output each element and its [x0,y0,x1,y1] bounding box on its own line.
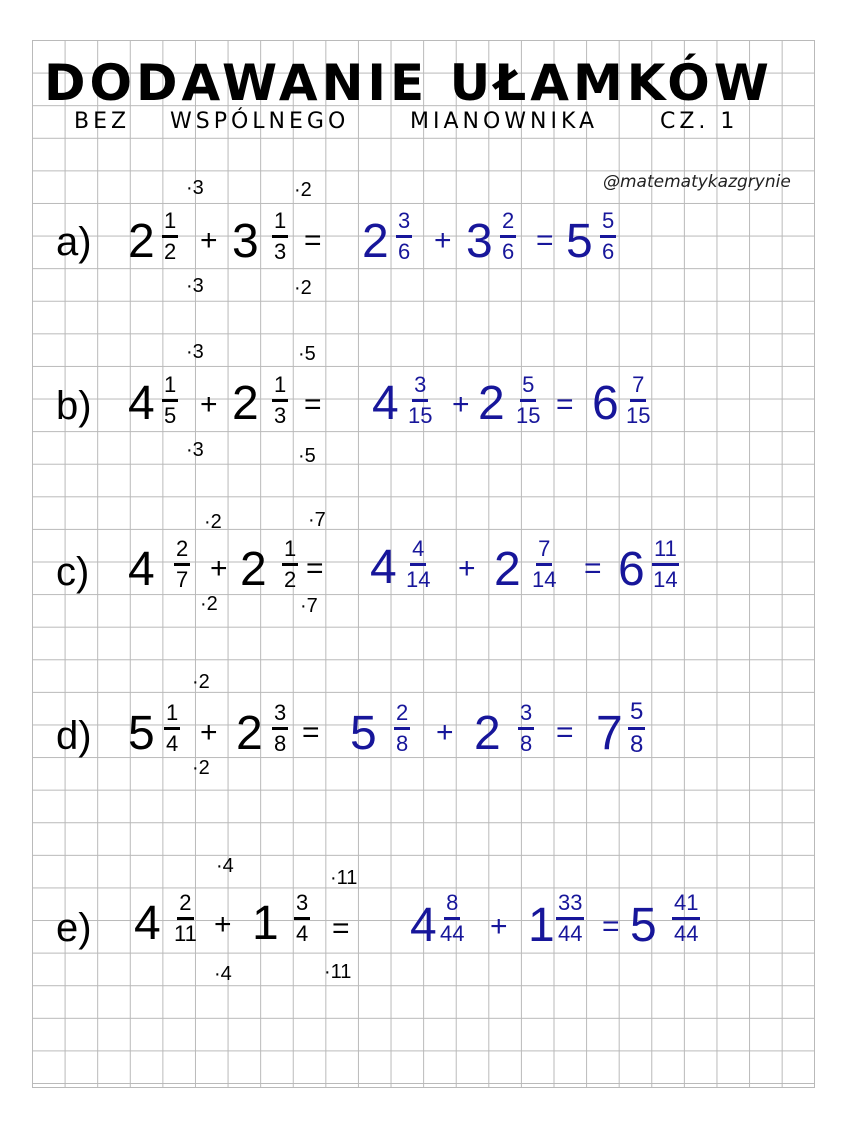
denominator: 7 [176,567,189,592]
whole-number: 2 [240,543,267,596]
denominator: 5 [164,403,177,428]
numerator: 11 [652,538,679,566]
solution-whole-number: 5 [350,707,377,760]
numerator: 5 [600,210,616,238]
solution-fraction [556,892,584,945]
denominator: 14 [653,567,678,592]
denominator: 8 [274,731,287,756]
denominator: 11 [174,921,197,946]
numerator: 5 [628,700,645,730]
subtitle-wspolnego: WSPÓLNEGO [170,109,350,134]
denominator: 3 [274,239,287,264]
numerator: 4 [410,538,426,566]
numerator: 7 [630,374,646,402]
problem-label: a) [56,220,92,264]
numerator: 3 [294,892,310,920]
denominator: 8 [520,731,533,756]
fraction [164,702,180,755]
solution-whole-number: 4 [372,377,399,430]
solution-fraction [408,374,432,427]
result-fraction [672,892,700,945]
solution-whole-number: 2 [362,215,389,268]
plus-sign: + [200,716,218,749]
problem-label: e) [56,906,92,950]
whole-number: 3 [232,215,259,268]
denominator: 14 [532,567,557,592]
multiplier-top: ·2 [294,179,312,201]
solution-fraction [396,210,412,263]
whole-number: 4 [128,543,155,596]
solution-whole-number: 1 [528,899,555,952]
multiplier-bottom: ·3 [186,439,204,461]
numerator: 5 [520,374,536,402]
solution-whole-number: 2 [474,707,501,760]
plus-sign: + [200,224,218,257]
whole-number: 5 [128,707,155,760]
plus-sign: + [452,388,470,421]
plus-sign: + [434,224,452,257]
multiplier-top: ·11 [330,867,358,889]
solution-whole-number: 3 [466,215,493,268]
numerator: 1 [164,702,180,730]
multiplier-top: ·5 [298,343,316,365]
solution-fraction [440,892,464,945]
solution-whole-number: 4 [410,899,437,952]
whole-number: 4 [128,377,155,430]
problem-label: c) [56,550,90,594]
multiplier-bottom: ·2 [192,757,210,779]
whole-number: 2 [232,377,259,430]
solution-whole-number: 4 [370,541,397,594]
solution-fraction [406,538,430,591]
whole-number: 2 [128,215,155,268]
equals-sign: = [304,224,322,257]
denominator: 14 [406,567,431,592]
equals-sign: = [556,388,574,421]
denominator: 44 [440,921,465,946]
solution-fraction [532,538,556,591]
solution-fraction [518,702,534,755]
multiplier-top: ·2 [204,511,222,533]
subtitle-part-number: CZ. 1 [660,109,739,134]
multiplier-bottom: ·5 [298,445,316,467]
multiplier-top: ·4 [216,855,234,877]
numerator: 3 [396,210,412,238]
denominator: 4 [296,921,309,946]
plus-sign: + [490,910,508,943]
multiplier-bottom: ·2 [294,277,312,299]
subtitle-bez: BEZ [74,109,131,134]
subtitle-mianownika: MIANOWNIKA [410,109,599,134]
denominator: 6 [602,239,615,264]
solution-whole-number: 2 [494,543,521,596]
result-fraction [652,538,679,591]
whole-number: 1 [252,897,279,950]
fraction [174,892,197,945]
plus-sign: + [458,552,476,585]
whole-number: 4 [134,897,161,950]
multiplier-bottom: ·7 [300,595,318,617]
denominator: 2 [284,567,297,592]
multiplier-top: ·2 [192,671,210,693]
solution-whole-number: 2 [478,377,505,430]
equals-sign: = [536,224,554,257]
denominator: 3 [274,403,287,428]
numerator: 1 [282,538,298,566]
problem-label: b) [56,384,92,428]
numerator: 2 [177,892,193,920]
numerator: 3 [412,374,428,402]
fraction [162,210,178,263]
denominator: 6 [398,239,411,264]
denominator: 6 [502,239,515,264]
plus-sign: + [210,552,228,585]
numerator: 1 [162,374,178,402]
fraction [282,538,298,591]
numerator: 3 [272,702,288,730]
numerator: 1 [272,374,288,402]
result-fraction [600,210,616,263]
denominator: 44 [558,921,583,946]
result-fraction [626,374,650,427]
numerator: 8 [444,892,460,920]
fraction [272,210,288,263]
multiplier-bottom: ·2 [200,593,218,615]
numerator: 2 [500,210,516,238]
numerator: 41 [672,892,700,920]
multiplier-top: ·3 [186,341,204,363]
result-fraction [628,700,645,757]
plus-sign: + [214,908,232,941]
denominator: 15 [626,403,651,428]
denominator: 44 [674,921,699,946]
solution-fraction [394,702,410,755]
multiplier-top: ·3 [186,177,204,199]
numerator: 1 [272,210,288,238]
multiplier-bottom: ·11 [324,961,352,983]
result-whole-number: 6 [592,377,619,430]
numerator: 2 [394,702,410,730]
denominator: 4 [166,731,179,756]
fraction [272,374,288,427]
equals-sign: = [306,552,324,585]
multiplier-top: ·7 [308,509,326,531]
denominator: 2 [164,239,177,264]
denominator: 8 [396,731,409,756]
equals-sign: = [302,716,320,749]
fraction [272,702,288,755]
numerator: 2 [174,538,190,566]
multiplier-bottom: ·3 [186,275,204,297]
equals-sign: = [304,388,322,421]
plus-sign: + [200,388,218,421]
denominator: 8 [630,731,644,758]
numerator: 1 [162,210,178,238]
equals-sign: = [556,716,574,749]
fraction [162,374,178,427]
equals-sign: = [602,910,620,943]
numerator: 7 [536,538,552,566]
solution-fraction [500,210,516,263]
result-whole-number: 5 [566,215,593,268]
result-whole-number: 5 [630,899,657,952]
problem-label: d) [56,714,92,758]
denominator: 15 [516,403,541,428]
fraction [174,538,190,591]
equals-sign: = [584,552,602,585]
page-title: DODAWANIE UŁAMKÓW [44,54,773,112]
denominator: 15 [408,403,433,428]
result-whole-number: 6 [618,543,645,596]
equals-sign: = [332,912,350,945]
multiplier-bottom: ·4 [214,963,232,985]
fraction [294,892,310,945]
result-whole-number: 7 [596,707,623,760]
numerator: 3 [518,702,534,730]
solution-fraction [516,374,540,427]
numerator: 33 [556,892,584,920]
whole-number: 2 [236,707,263,760]
author-handle: @matematykazgrynie [603,172,791,192]
plus-sign: + [436,716,454,749]
